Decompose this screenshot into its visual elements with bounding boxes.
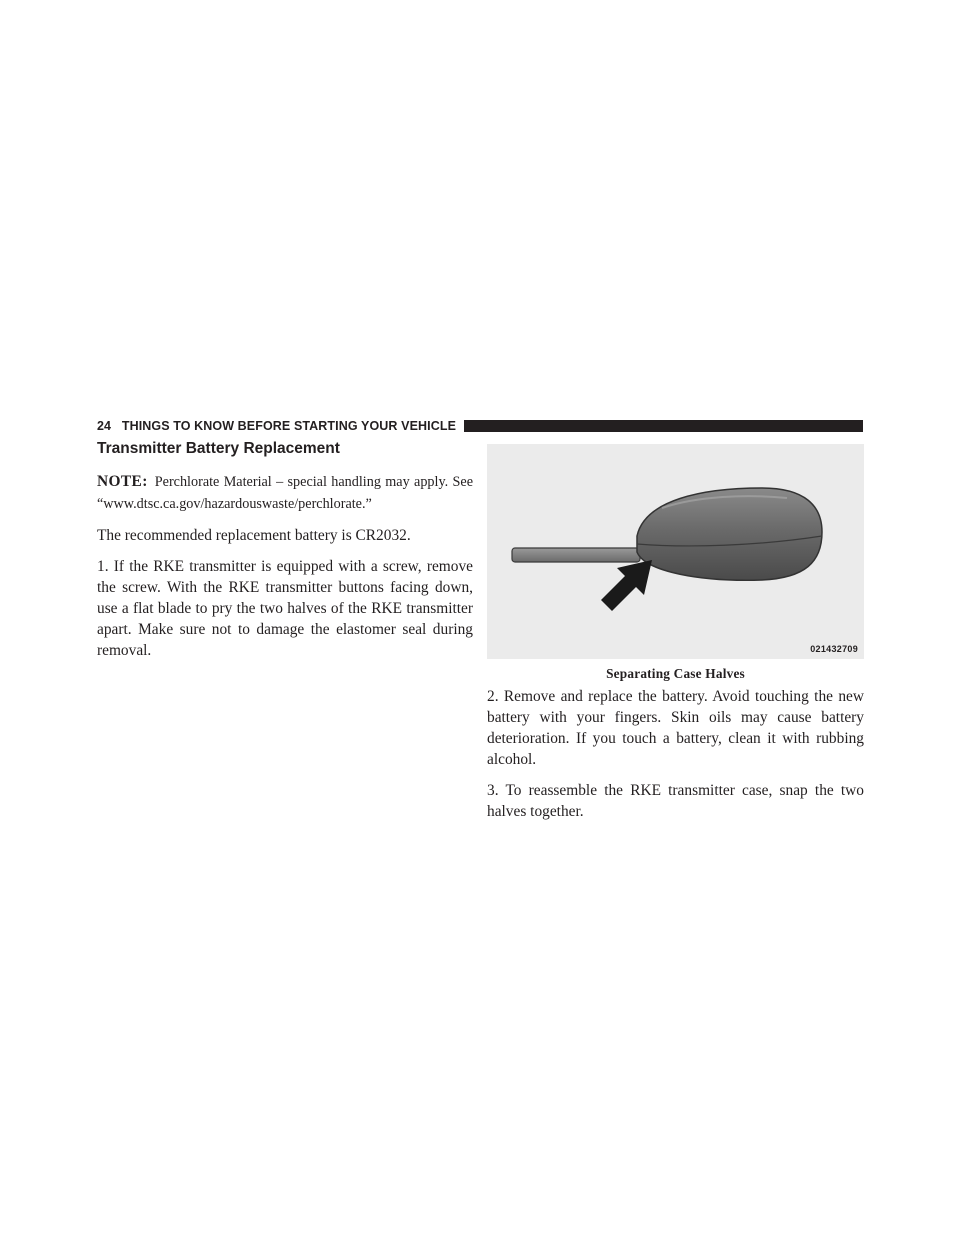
separating-case-halves-figure <box>487 444 864 659</box>
note-text: Perchlorate Material – special handling may apply. See “www.dtsc.ca.gov/hazardouswaste/perchlorate.” <box>97 474 473 512</box>
transmitter-illustration <box>487 444 864 659</box>
flat-blade <box>512 548 640 562</box>
transmitter-case <box>637 488 822 580</box>
recommended-battery-paragraph: The recommended replacement battery is CR2032. <box>97 527 411 544</box>
left-column <box>97 440 473 671</box>
page-header <box>97 418 863 434</box>
section-title: Transmitter Battery Replacement <box>97 440 340 457</box>
step-3-paragraph: 3. To reassemble the RKE transmitter case, snap the two halves together. <box>487 782 864 820</box>
step-1-paragraph: 1. If the RKE transmitter is equipped with a screw, remove the screw. With the RKE transmitter buttons facing down, use a flat blade to pry the two halves of the RKE transmitter apart. Make sure not to damage the elastomer seal during removal. <box>97 558 473 659</box>
header-rule <box>464 420 863 432</box>
page-number: 24 <box>97 419 112 433</box>
section-name: THINGS TO KNOW BEFORE STARTING YOUR VEHICLE <box>121 419 457 433</box>
step-2-paragraph: 2. Remove and replace the battery. Avoid touching the new battery with your fingers. Skin oils may cause battery deterioration. If you touch a battery, clean it with rubbing alcohol. <box>487 688 864 768</box>
arrow-icon <box>601 560 652 611</box>
figure-id: 021432709 <box>810 644 858 654</box>
page-header-text <box>97 419 456 433</box>
figure-caption: Separating Case Halves <box>606 666 745 681</box>
note-label: NOTE: <box>97 473 148 490</box>
note-paragraph <box>97 471 473 515</box>
right-column <box>487 686 864 832</box>
